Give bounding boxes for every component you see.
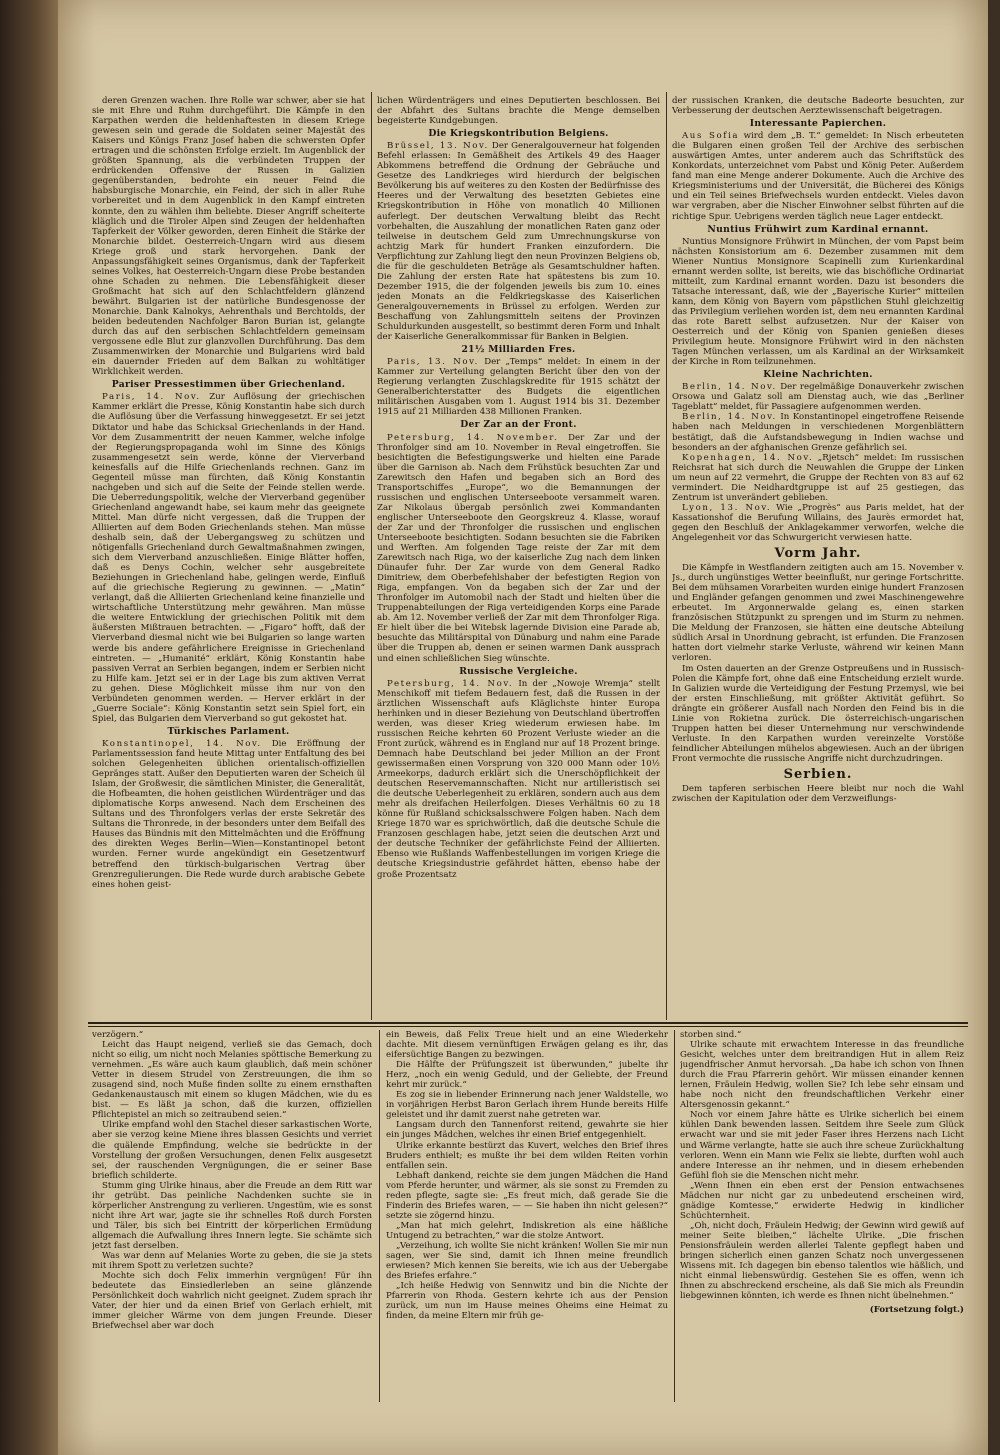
article-paragraph — [377, 433, 660, 664]
article-paragraph — [92, 1271, 372, 1331]
article-paragraph — [92, 392, 365, 724]
article-paragraph — [386, 1241, 668, 1281]
dateline: Petersburg, 14. November. — [387, 432, 559, 443]
dateline: Lyon, 13. Nov. — [682, 502, 772, 513]
paragraph-text: Lebhaft dankend, reichte sie dem jungen Mädchen die Hand vom Pferde herunter, und wärmer, als sie sonst zu Fremden zu reden pflegte, sagte sie: „Es freut mich, daß gerade Sie die Finderin des Briefes waren, — — Sie haben ihn nicht gelesen?“ setzte sie zögernd hinzu. — [386, 1170, 668, 1221]
paragraph-text: Der regelmäßige Donauverkehr zwischen Orsowa und Galatz soll am Dienstag auch, wie das „Berliner Tageblatt“ meldet, für Passagiere aufgenommen werden. — [672, 382, 964, 413]
article-paragraph — [672, 563, 964, 663]
feuilleton-rule-thin — [88, 1026, 968, 1027]
column-rule — [666, 92, 667, 1020]
article-paragraph — [680, 1181, 964, 1221]
top-column-1 — [92, 96, 365, 1020]
column-rule — [371, 92, 372, 1020]
section-heading: 21½ Milliarden Fres. — [461, 344, 576, 356]
paragraph-text: In der „Nowoje Wremja“ stellt Menschikoff mit tiefem Bedauern fest, daß die Russen in der ärztlichen Wissenschaft aufs Kläglichste hinter Europa herhinken und in dieser Beziehung von Deutschland übertroffen werden, was dieser Krieg wiederum erwiesen habe. Im russischen Reiche kehrten 60 Prozent Verluste wieder an die Front zurück, während es in England nur auf 18 Prozent bringe. Demnach habe Deutschland bei jeder Million an der Front gewissermaßen einen Vorsprung von 320 000 Mann oder 10½ Armeekorps, dadurch erklärt sich die Unerschöpflichkeit der deutschen Reservemannschaften. Nicht nur artilleristisch sei die deutsche Ueberlegenheit zu erklären, sondern auch aus dem mehr als dreifachen Heilerfolgen. Dieses Verhältnis 60 zu 18 könne für Rußland schicksalsschwere Folgen haben. Nach dem Kriege 1870 war es sprichwörtlich, daß die deutsche Schule die Franzosen geschlagen habe, jetzt seien die deutschen Arzt und der deutsche Techniker der gefährlichste Feind der Alliierten. Ebenso wie Rußlands Waffenbestellungen im vorigen Kriege die deutsche Kriegsindustrie gefährdet hätten, ebenso habe der große Prozentsatz — [377, 678, 660, 880]
section-heading: Pariser Pressestimmen über Griechenland. — [111, 379, 346, 391]
article-paragraph — [92, 1251, 372, 1271]
article-paragraph — [386, 1090, 668, 1120]
paragraph-text: Es zog sie in liebender Erinnerung nach jener Waldstelle, wo in vorjährigen Herbst Baron Gerlach ihrem Hunde bereits Hilfe geleistet und ihr damit zuerst nahe getreten war. — [386, 1090, 668, 1121]
column-rule — [674, 1030, 675, 1402]
paragraph-text: In Konstantinopel eingetroffene Reisende haben nach Meldungen in verschiedenen Morgenblättern bestätigt, daß die Aufstandsbewegung in Indien wachse und besonders an der afghanischen Grenze gefährlich sei. — [672, 412, 964, 453]
article-paragraph — [386, 1120, 668, 1140]
section-heading: Interessante Papierchen. — [749, 118, 887, 130]
article-paragraph — [672, 237, 964, 368]
article-paragraph — [672, 131, 964, 221]
article-paragraph — [680, 1030, 964, 1040]
paragraph-text: lichen Würdenträgers und eines Deputierten beschlossen. Bei der Abfahrt des Sultans brachte die Menge demselben begeisterte Kundgebungen. — [377, 96, 660, 127]
dateline: Aus Sofia — [682, 131, 740, 142]
paragraph-text: Der Generalgouverneur hat folgenden Befehl erlassen: In Gemäßheit des Artikels 49 des Haager Abkommens betreffend die Ordnung der Gebräuche und Gesetze des Landkrieges wird hierdurch der belgischen Bevölkerung bis auf weiteres zu den Kosten der Bedürfnisse des Heeres und der Verwaltung des besetzten Gebietes eine Kriegskontribution in Höhe von monatlich 40 Millionen auferlegt. Der deutschen Verwaltung bleibt das Recht vorbehalten, die Auszahlung der monatlichen Raten ganz oder teilweise in deutschem Geld zum Umrechnungskurse von achtzig Mark für hundert Franken einzufordern. Die Verpflichtung zur Zahlung liegt den neun Provinzen Belgiens ob, die für die geschuldeten Beträge als Gesamtschuldner haften. Die Zahlung der ersten Rate hat spätestens bis zum 10. Dezember 1915, die der folgenden jeweils bis zum 10. eines jeden Monats an die Feldkriegskasse des Kaiserlichen Generalgouvernements in Brüssel zu erfolgen. Werden zur Beschaffung von Zahlungsmitteln seitens der Provinzen Schuldurkunden ausgestellt, so bestimmt deren Form und Inhalt der Kaiserliche Generalkommissar für Banken in Belgien. — [377, 141, 660, 343]
article-paragraph — [386, 1141, 668, 1171]
top-column-3 — [672, 96, 964, 1020]
paragraph-text: Die Eröffnung der Parlamentssession fand heute Mittag unter Entfaltung des bei solchen Gelegenheiten üblichen orientalisch-offiziellen Gepränges statt. Außer den Deputierten waren der Scheich ül Islam, der Großwesir, die sämtlichen Minister, die Generalität, die Hofbeamten, die hohen geistlichen Würdenträger und das diplomatische Korps anwesend. Nach dem Erscheinen des Sultans und des Thronfolgers verlas der erste Sekretär des Sultans die Thronrede, in der besonders unter dem Beifall des Hauses das Bündnis mit den Mittelmächten und die Eröffnung des direkten Weges Berlin—Wien—Konstantinopel betont wurden. Ferner wurde angekündigt ein Gesetzentwurf betreffend den türkisch-bulgarischen Vertrag über Grenzregulierungen. Die Rede wurde durch arabische Gebete eines hohen geist- — [92, 738, 365, 890]
paragraph-text: der russischen Kranken, die deutsche Badeorte besuchten, zur Verbesserung der deutschen Aerztewissenschaft beigetragen. — [672, 96, 964, 117]
paragraph-text: Ulrike empfand wohl den Stachel dieser sarkastischen Worte, aber sie verzog keine Miene ihres blassen Gesichts und verriet die quälende Empfindung, welche sie bedrückte in der Vorstellung der großen Versuchungen, denen Felix ausgesetzt sei, der rauschenden Vergnügungen, die er seiner Base brieflich schilderte. — [92, 1120, 372, 1181]
section-heading: Die Kriegskontribution Belgiens. — [428, 128, 609, 140]
article-paragraph — [680, 1221, 964, 1301]
article-paragraph — [92, 1120, 372, 1180]
paragraph-text: „Man hat mich gelehrt, Indiskretion als eine häßliche Untugend zu betrachten,“ war die stolze Antwort. — [386, 1220, 668, 1241]
paragraph-text: Was war denn auf Melanies Worte zu geben, die sie ja stets mit ihrem Spott zu verletzen suchte? — [92, 1251, 372, 1272]
paragraph-text: „Rjetsch“ meldet: Im russischen Reichsrat hat sich durch die Neuwahlen die Gruppe der Linken um neun auf 22 vermehrt, die Gruppe der Rechten von 83 auf 62 vermindert. Die Neidhardtgruppe ist auf 25 gestiegen, das Zentrum ist unverändert geblieben. — [672, 452, 964, 503]
paragraph-text: Langsam durch den Tannenforst reitend, gewahrte sie hier ein junges Mädchen, welches ihr einen Brief entgegenhielt. — [386, 1120, 668, 1141]
article-paragraph — [386, 1060, 668, 1090]
paragraph-text: „Verzeihung, ich wollte Sie nicht kränken! Wollen Sie mir nun sagen, wer Sie sind, damit ich Ihnen meine freundlich erwiesen? Mich kennen Sie bereits, wie ich aus der Uebergabe des Briefes erfahre.“ — [386, 1240, 668, 1282]
paragraph-text: Dem tapferen serbischen Heere bleibt nur noch die Wahl zwischen der Kapitulation oder dem Verzweiflungs- — [672, 784, 964, 805]
paragraph-text: wird dem „B. T.“ gemeldet: In Nisch erbeuteten die Bulgaren einen großen Teil der Archive des serbischen auswärtigen Amtes, unter anderem auch das Schriftstück des Konkordats, unterzeichnet vom Pabst und König Peter. Außerdem fand man eine Menge anderer Dokumente. Auch die Archive des Kriegsministeriums und der Universität, die Bücherei des Königs und ein Teil seines Briefwechsels wurden entdeckt. Vieles davon war vergraben, aber die Nischer Einwohner selbst führten auf die richtige Spur. Uebrigens werden täglich neue Lager entdeckt. — [672, 131, 964, 222]
article-paragraph — [377, 141, 660, 342]
paragraph-text: Der Zar und der Thronfolger sind am 10. November in Reval eingetroffen. Sie besichtigten die Befestigungswerke und hielten eine Parade über die Garnison ab. Nach dem Frühstück besuchten Zar und Zarewitsch den Hafen und begaben sich an Bord des Transportschiffes „Europe“, wo die Bemannungen der russischen und englischen Unterseeboote versammelt waren. Zar Nikolaus übergab persönlich zwei Kommandanten englischer Unterseeboote den Georgskreuz 4. Klasse, worauf der Zar und der Thronfolger die russischen und englischen Unterseeboote besichtigten. Sodann besuchten sie die Fabriken und Werften. Am folgenden Tage reiste der Zar mit dem Zarewitsch nach Riga, wo der kaiserliche Zug nach dem linken Dünaufer fuhr. Der Zar wurde von dem General Radko Dimitriew, dem Oberbefehlshaber der befestigten Region von Riga, empfangen. Von da begaben sich der Zar und der Thronfolger im Automobil nach der Stadt und hielten über die Truppenabteilungen der Riga verteidigenden Korps eine Parade ab. Am 12. November verließ der Zar mit dem Thronfolger Riga. Er hielt über die bei Witebsk lagernde Division eine Parade ab, besuchte das Militärspital von Dünaburg und nahm eine Parade über die Truppen ab, denen er seinen warmen Dank aussprach und einen schließlichen Sieg wünschte. — [377, 432, 660, 664]
dateline: Berlin, 14. Nov. — [682, 412, 777, 423]
paragraph-text: Noch vor einem Jahre hätte es Ulrike sicherlich bei einem kühlen Dank bewenden lassen. Seitdem ihre Seele zum Glück erwacht war und sie mit jeder Faser ihres Herzens nach Licht und Wärme verlangte, hatte sie auch ihre scheue Zurückhaltung verloren. Wenn ein Mann wie Felix sie liebte, durften wohl auch andere Interesse an ihr nehmen, und in diesem erhebenden Gefühl floh sie die Menschen nicht mehr. — [680, 1110, 964, 1181]
paragraph-text: ein Beweis, daß Felix Treue hielt und an eine Wiederkehr dachte. Mit diesem vernünftigen Erwägen gelang es ihr, das eifersüchtige Bangen zu bezwingen. — [386, 1030, 668, 1061]
paragraph-text: Stumm ging Ulrike hinaus, aber die Freude an dem Ritt war ihr getrübt. Das peinliche Nachdenken suchte sie in körperlicher Anstrengung zu verlieren. Ungestüm, wie es sonst nicht ihre Art war, jagte sie ihr schnelles Roß durch Forsten und Täler, bis sich bei Eintritt der körperlichen Ermüdung allgemach die Aufwallung ihres Innern legte. Sie schämte sich jetzt fast derselben. — [92, 1180, 372, 1251]
article-paragraph — [92, 1040, 372, 1120]
article-paragraph — [92, 1181, 372, 1251]
article-paragraph — [386, 1171, 668, 1221]
dateline: Berlin, 14. Nov. — [682, 382, 777, 393]
article-paragraph — [377, 357, 660, 417]
dateline: Paris, 14. Nov. — [102, 392, 201, 403]
dateline: Konstantinopel, 14. Nov. — [102, 738, 262, 749]
article-paragraph — [386, 1281, 668, 1321]
article-paragraph — [386, 1030, 668, 1060]
paragraph-text: „Wenn Ihnen ein eben erst der Pension entwachsenes Mädchen nur nicht gar zu unbedeutend erscheinen wird, gnädige Komtesse,“ erwiderte Hedwig in kindlicher Schüchternheit. — [680, 1180, 964, 1221]
paragraph-text: Zur Auflösung der griechischen Kammer erklärt die Presse, König Konstantin habe sich durch die Auflösung über die Verfassung hinweggesetzt. Er sei jetzt Diktator und habe das Schicksal Griechenlands in der Hand. Vor dem Zusammentritt der neuen Kammer, welche infolge der Regierungspropaganda wohl im Sinne des Königs zusammengesetzt sein werde, könne der Vierverband keinesfalls auf die Hilfe Griechenlands rechnen. Ganz im Gegenteil müsse man fürchten, daß König Konstantin nachgeben und sich auf die Seite der Feinde stellen werde. Die Ueberredungspolitik, welche der Vierverband gegenüber Griechenland angewandt habe, sei kaum mehr das geeignete Mittel. Man dürfe nicht vergessen, daß die Truppen der Alliierten auf dem Boden Griechenlands stehen. Man müsse deshalb sein, daß der Uebergangsweg zu schützen und nötigenfalls Griechenland durch Gewaltmaßnahmen zwingen, sich dem Vierverband anzuschließen. Einige Blätter hoffen, daß es Denys Cochin, welcher sehr ausgebreitete Beziehungen in Griechenland habe, gelingen werde, Einfluß auf die griechische Regierung zu gewinnen. — „Matin“ verlangt, daß die Alliierten Griechenland keine finanzielle und wirtschaftliche Unterstützung mehr gewähren. Man müsse die weitere Entwicklung der griechischen Politik mit dem äußersten Mißtrauen betrachten. — „Figaro“ hofft, daß der Vierverband diesmal nicht wie bei Bulgarien so lange warten werde bis andere gefährlichere Ereignisse in Griechenland eintreten. — „Humanité“ erklärt, König Konstantin habe passiven Verrat an Serbien begangen, indem er Serbien nicht zu Hilfe kam. Jetzt sei er in der Lage bis zum aktiven Verrat zu gehen. Diese Möglichkeit müsse ihm nur von den Verbündeten genommen werden. — Herver erklärt in der „Guerre Sociale“: König Konstantin setzt sein Spiel fort, ein Spiel, das Bulgarien dem Vierverband so gut gekostet hat. — [92, 392, 365, 724]
column-rule — [379, 1030, 380, 1402]
article-paragraph — [672, 412, 964, 452]
paragraph-text: „Ich heiße Hedwig von Sennwitz und bin die Nichte der Pfarrerin von Rhoda. Gestern kehrte ich aus der Pension zurück, um nun im Hause meines Oheims eine Heimat zu finden, da meine Eltern mir früh ge- — [386, 1281, 668, 1322]
dateline: Kopenhagen, 14. Nov. — [682, 452, 814, 463]
paragraph-text: Mochte sich doch Felix immerhin vergnügen! Für ihn bedeutete das Einsiedlerleben an seine glänzende Persönlichkeit doch wahrlich nicht geeignet. Zudem sprach ihr Vater, der hier und da einen Brief von Gerlach erhielt, mit immer gleicher Wärme von dem jungen Freunde. Dieser Briefwechsel aber war doch — [92, 1271, 372, 1332]
article-paragraph — [672, 784, 964, 804]
section-heading: Nuntius Frühwirt zum Kardinal ernannt. — [707, 223, 929, 235]
article-paragraph — [680, 1040, 964, 1110]
paragraph-text: „Oh, nicht doch, Fräulein Hedwig; der Gewinn wird gewiß auf meiner Seite bleiben,“ lächelte Ulrike. „Die frischen Pensionsfräulein werden allerlei Talente gepflegt haben und bringen sicherlich einen ganzen Schatz noch unvergessenen Wissens mit. Ich dagegen bin ebenso talentlos wie häßlich, und nicht einmal liebenswürdig. Gestehen Sie es offen, wenn ich Ihnen zu abschreckend erscheine, als daß Sie mich als Freundin liebgewinnen könnten, ich werde es Ihnen nicht übelnehmen.“ — [680, 1220, 964, 1302]
paragraph-text: Im Osten dauerten an der Grenze Ostpreußens und in Russisch-Polen die Kämpfe fort, ohne daß eine Entscheidung erzielt wurde. In Galizien wurde die Verteidigung der Festung Przemysl, wie bei der ersten Einschließung, mit größter Aktivität geführt. So drängte ein größerer Ausfall nach Norden den Feind bis in die Linie von Rokietna zurück. Die österreichisch-ungarischen Truppen hatten bei dieser Unternehmung nur verschwindende Verluste. In den Karpathen wurden vereinzelte Vorstöße feindlicher Abteilungen mühelos abgewiesen. Auch an der übrigen Front vermochte die russische Angriffe nicht durchzudringen. — [672, 663, 964, 764]
article-paragraph — [672, 453, 964, 503]
section-heading: Russische Vergleiche. — [459, 665, 578, 677]
feuilleton-column-3 — [680, 1030, 964, 1402]
section-heading: Türkisches Parlament. — [167, 725, 290, 737]
paragraph-text: Wie „Progrès“ aus Paris meldet, hat der Kassationshof die Berufung Willains, des Jaurès ermordet hat, gegen den Beschluß der Anklagekammer verworfen, welche die Angelegenheit vor das Schwurgericht verwiesen hatte. — [672, 502, 964, 543]
paragraph-text: deren Grenzen wachen. Ihre Rolle war schwer, aber sie hat sie mit Ehre und Ruhm durchgeführt. Die Kämpfe in den Karpathen werden die heldenhaftesten in diesem Kriege gewesen sein und gerade die Soldaten seiner Majestät des Kaisers und Königs Franz Josef haben die schwersten Opfer ertragen und die schönsten Erfolge erzielt. Im Augenblick der größten Spannung, als die verbündeten Truppen der erdrückenden Offensive der Russen in Galizien gegenüberstanden, bedrohte ein neuer Feind die habsburgische Monarchie, ein Feind, der sich in aller Ruhe vorbereitet und in dem Augenblick in den Kampf eintreten konnte, den zu wählen ihm beliebte. Dieser Angriff scheiterte kläglich und die Tiroler Alpen sind Zeugen der heldenhaften Tapferkeit der Völker geworden, deren Einheit die Stärke der Monarchie bildet. Oesterreich-Ungarn wird aus diesem Kriege groß und stark hervorgehen. Dank der Anpassungsfähigkeit seines Organismus, dank der Tapferkeit seines Volkes, hat Oesterreich-Ungarn diese Probe bestanden ohne Schaden zu nehmen. Die Lebensfähigkeit dieser Großmacht hat sich auf den Schlachtfeldern glänzend bewährt. Bulgarien ist der natürliche Bundesgenosse der Monarchie. Dank Kalnokys, Aehrenthals und Berchtolds, der beiden bedeutenden Nachfolger Baron Burian ist, gelangte durch das auf den serbischen Schlachtfeldern gemeinsam vergossene edle Blut zur glanzvollen Durchführung. Das dem Zusammenwirken der Monarchie und Bulgariens wird bald ein dauernder Frieden auf dem Balkan zu wohltätiger Wirklichkeit werden. — [92, 96, 365, 378]
top-column-2 — [377, 96, 660, 1020]
feuilleton-column-2 — [386, 1030, 668, 1402]
feuilleton-column-1 — [92, 1030, 372, 1402]
section-heading: Kleine Nachrichten. — [763, 369, 873, 381]
article-paragraph — [377, 96, 660, 126]
paragraph-text: storben sind.“ — [680, 1030, 742, 1040]
section-title: Serbien. — [783, 767, 853, 782]
article-paragraph — [377, 679, 660, 880]
dateline: Petersburg, 14. Nov. — [387, 678, 514, 689]
article-paragraph — [672, 96, 964, 116]
article-paragraph — [386, 1221, 668, 1241]
article-paragraph — [672, 664, 964, 764]
paragraph-text: Leicht das Haupt neigend, verließ sie das Gemach, doch nicht so eilig, um nicht noch Melanies spöttische Bemerkung zu vernehmen. „Es wäre auch kaum glaublich, daß mein schöner Vetter in diesem Strudel von Zerstreuungen, die ihm so zusagend sind, noch Muße finden sollte zu einem ernsthaften Gedankenaustausch mit einem so klugen Mädchen, wie du es bist. — Es läßt ja schon, daß die kurzen, offiziellen Pflichtepistel an mich so zeitraubend seien.“ — [92, 1040, 372, 1121]
feuilleton-rule — [88, 1022, 968, 1024]
continuation-note: (Fortsetzung folgt.) — [869, 1305, 964, 1316]
article-paragraph — [672, 382, 964, 412]
paragraph-text: Ulrike schaute mit erwachtem Interesse in das freundliche Gesicht, welches unter dem breitrandigen Hut in allem Reiz jugendfrischer Anmut hervorsah. „Da habe ich schon von Ihnen durch die Frau Pfarrerin gehört. Wir müssen einander kennen lernen, Fräulein Hedwig, wollen Sie? Ich lebe sehr einsam und habe noch nicht den freundschaftlichen Verkehr einer Altersgenossin gekannt.“ — [680, 1040, 964, 1111]
paragraph-text: Der „Temps“ meldet: In einem in der Kammer zur Verteilung gelangten Bericht über den von der Regierung verlangten Zuschlagskredite für 1915 schätzt der Generalberichterstatter des Budgets die eigentlichen militärischen Ausgaben vom 1. August 1914 bis 31. Dezember 1915 auf 21 Milliarden 438 Millionen Franken. — [377, 357, 660, 418]
section-title: Vorm Jahr. — [774, 546, 862, 562]
paragraph-text: verzögern.“ — [92, 1030, 144, 1040]
paragraph-text: Nuntius Monsignore Frühwirt in München, der vom Papst beim nächsten Konsistorium am 6. Dezember zusammen mit dem Wiener Nuntius Monsignore Scapinelli zum Kurienkardinal ernannt werden sollte, ist bereits, wie das bischöfliche Ordinariat mitteilt, zum Kardinal ernannt worden. Dazu ist besonders die Tatsache interessant, daß, wie der „Bayerische Kurier“ mitteilen kann, dem König von Bayern vom päpstlichen Stuhl gleichzeitig das Privilegium verliehen worden ist, dem neu ernannten Kardinal das rote Barett selbst aufzusetzen. Nur der Kaiser von Oesterreich und der König von Spanien genießen dieses Privilegium heute. Monsignore Frühwirt wird in den nächsten Tagen München verlassen, um als Kardinal an der Wirksamkeit der Kirche in Rom teilzunehmen. — [672, 236, 964, 368]
book-spine — [0, 0, 60, 1455]
article-paragraph — [672, 503, 964, 543]
dateline: Brüssel, 13. Nov. — [387, 141, 489, 152]
section-heading: Der Zar an der Front. — [460, 419, 577, 431]
article-paragraph — [92, 739, 365, 890]
paragraph-text: Die Kämpfe in Westflandern zeitigten auch am 15. November v. Js., durch ungünstiges Wetter beeinflußt, nur geringe Fortschritte. Bei dem mühsamen Vorarbeiten wurden einige hundert Franzosen und Engländer gefangen genommen und zwei Maschinengewehre erbeutet. Im Argonnerwalde gelang es, einen starken französischen Stützpunkt zu sprengen und im Sturm zu nehmen. Die Meldung der Franzosen, sie hätten eine deutsche Abteilung südlich Arsal in Unordnung gebracht, ist erfunden. Die Franzosen hatten dort vielmehr starke Verluste, während wir keinen Mann verloren. — [672, 563, 964, 664]
dateline: Paris, 13. Nov. — [387, 357, 479, 368]
article-paragraph — [92, 1030, 372, 1040]
paragraph-text: Ulrike erkannte bestürzt das Kuvert, welches den Brief ihres Bruders enthielt; es mußte ihr bei dem wilden Reiten vorhin entfallen sein. — [386, 1140, 668, 1171]
article-paragraph — [92, 96, 365, 377]
paragraph-text: Die Hälfte der Prüfungszeit ist überwunden,“ jubelte ihr Herz, „noch ein wenig Geduld, und der Geliebte, der Freund kehrt mir zurück.“ — [386, 1060, 668, 1091]
article-paragraph — [680, 1110, 964, 1180]
